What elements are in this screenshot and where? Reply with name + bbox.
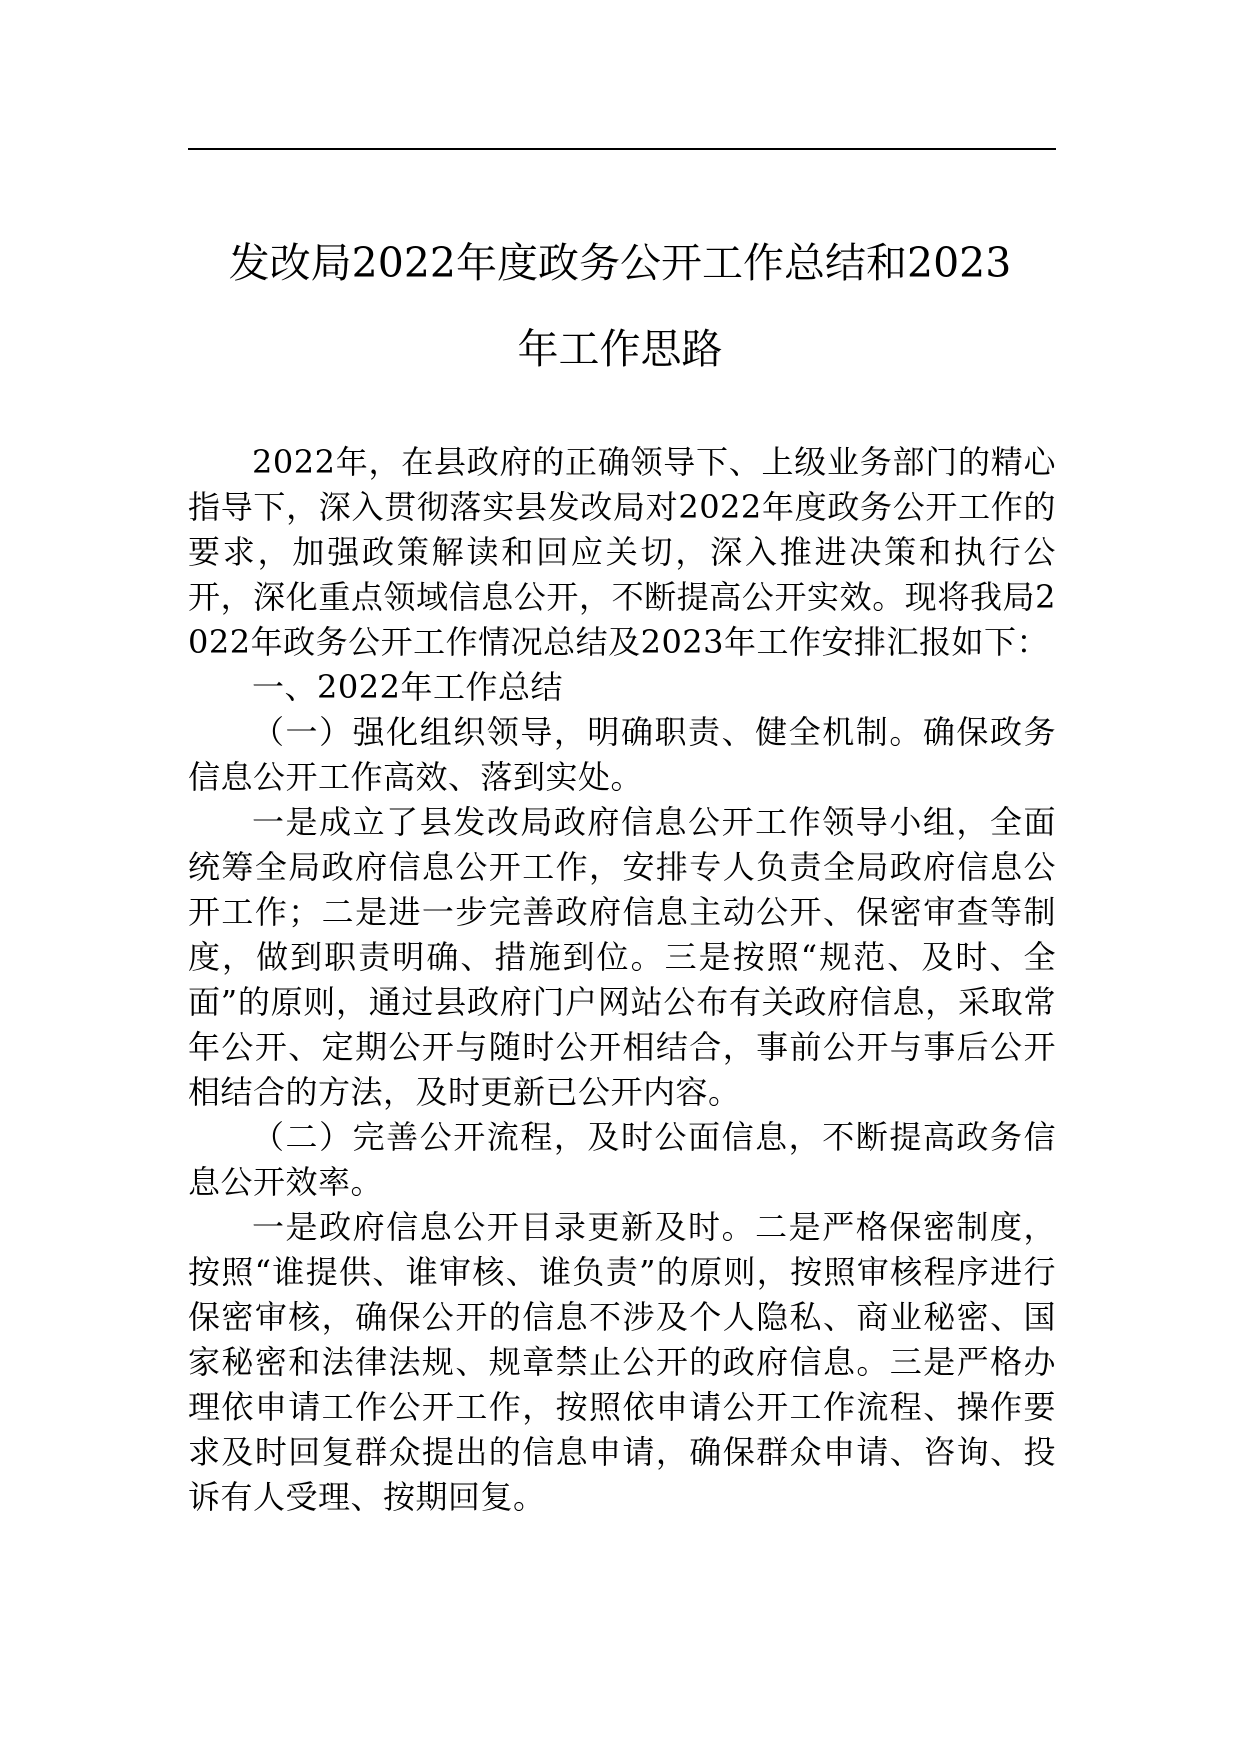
document-title-line-1: 发改局2022年度政务公开工作总结和2023 [228, 239, 1012, 287]
subsection-heading-1: （一）强化组织领导，明确职责、健全机制。确保政务信息公开工作高效、落到实处。 [188, 713, 1056, 796]
subsection-heading-2: （二）完善公开流程，及时公面信息，不断提高政务信息公开效率。 [188, 1118, 1056, 1201]
subsection-1-paragraph: 一是成立了县发改局政府信息公开工作领导小组，全面统筹全局政府信息公开工作，安排专人负责全局政府信息公开工作；二是进一步完善政府信息主动公开、保密审查等制度，做到职责明确、措施到位。三是按照“规范、及时、全面”的原则，通过县政府门户网站公布有关政府信息，采取常年公开、定期公开与随时公开相结合，事前公开与事后公开相结合的方法，及时更新已公开内容。 [188, 803, 1056, 1111]
subsection-2-paragraph: 一是政府信息公开目录更新及时。二是严格保密制度，按照“谁提供、谁审核、谁负责”的原则，按照审核程序进行保密审核，确保公开的信息不涉及个人隐私、商业秘密、国家秘密和法律法规、规章禁止公开的政府信息。三是严格办理依申请工作公开工作，按照依申请公开工作流程、操作要求及时回复群众提出的信息申请，确保群众申请、咨询、投诉有人受理、按期回复。 [188, 1208, 1056, 1516]
document-title-line-2: 年工作思路 [517, 325, 723, 373]
header-rule [188, 148, 1056, 150]
intro-paragraph: 2022年，在县政府的正确领导下、上级业务部门的精心指导下，深入贯彻落实县发改局对2022年度政务公开工作的要求，加强政策解读和回应关切，深入推进决策和执行公开，深化重点领域信息公开，不断提高公开实效。现将我局2022年政务公开工作情况总结及2023年工作安排汇报如下： [188, 443, 1056, 661]
section-heading-2022-summary: 一、2022年工作总结 [252, 668, 563, 706]
document-body [188, 440, 1056, 1520]
